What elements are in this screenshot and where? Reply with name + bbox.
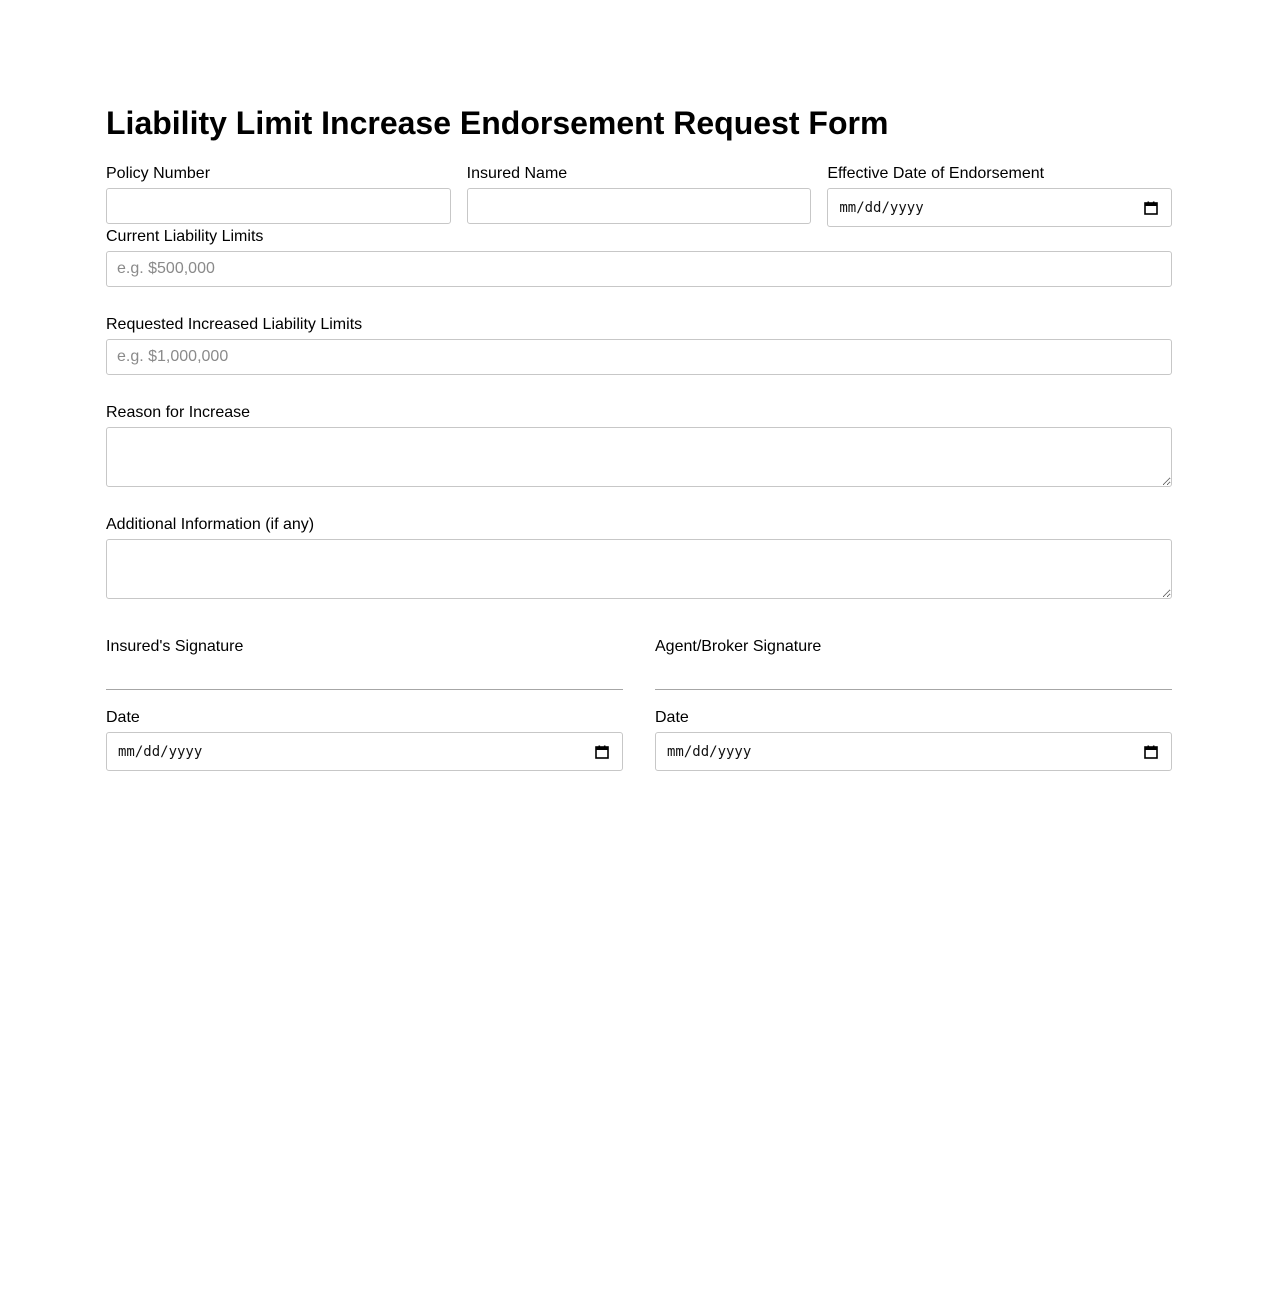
effective-date-group <box>827 164 1172 227</box>
current-limits-input[interactable] <box>106 251 1172 287</box>
insured-signature-label: Insured's Signature <box>106 638 244 655</box>
calendar-icon[interactable] <box>1143 744 1159 760</box>
requested-limits-group <box>106 315 1172 375</box>
agent-date-placeholder: mm/dd/yyyy <box>667 743 752 760</box>
additional-info-group <box>106 515 1172 599</box>
reason-group <box>106 403 1172 487</box>
additional-info-label: Additional Information (if any) <box>106 516 315 533</box>
effective-date-placeholder: mm/dd/yyyy <box>839 199 924 216</box>
insured-date-placeholder: mm/dd/yyyy <box>118 743 203 760</box>
endorsement-request-form <box>106 101 1172 771</box>
calendar-icon[interactable] <box>594 744 610 760</box>
agent-signature-label: Agent/Broker Signature <box>655 638 822 655</box>
policy-number-label: Policy Number <box>106 165 211 182</box>
page-title: Liability Limit Increase Endorsement Request Form <box>106 105 889 141</box>
agent-signature-line[interactable] <box>655 661 1172 690</box>
insured-name-input[interactable] <box>467 188 812 224</box>
effective-date-input[interactable] <box>827 188 1172 227</box>
insured-signature-group <box>106 637 623 771</box>
insured-name-group <box>467 164 812 227</box>
calendar-icon[interactable] <box>1143 200 1159 216</box>
insured-signature-line[interactable] <box>106 661 623 690</box>
requested-limits-input[interactable] <box>106 339 1172 375</box>
additional-info-textarea[interactable] <box>106 539 1172 599</box>
insured-date-input[interactable] <box>106 732 623 771</box>
agent-date-input[interactable] <box>655 732 1172 771</box>
reason-textarea[interactable] <box>106 427 1172 487</box>
signature-row <box>106 637 1172 771</box>
policy-details-row <box>106 164 1172 227</box>
policy-number-group <box>106 164 451 227</box>
requested-limits-label: Requested Increased Liability Limits <box>106 316 363 333</box>
reason-label: Reason for Increase <box>106 404 251 421</box>
effective-date-label: Effective Date of Endorsement <box>827 165 1045 182</box>
agent-date-label: Date <box>655 709 689 726</box>
policy-number-input[interactable] <box>106 188 451 224</box>
insured-name-label: Insured Name <box>466 165 568 182</box>
current-limits-group <box>106 227 1172 287</box>
current-limits-label: Current Liability Limits <box>106 228 264 245</box>
agent-signature-group <box>655 637 1172 771</box>
insured-date-label: Date <box>106 709 140 726</box>
